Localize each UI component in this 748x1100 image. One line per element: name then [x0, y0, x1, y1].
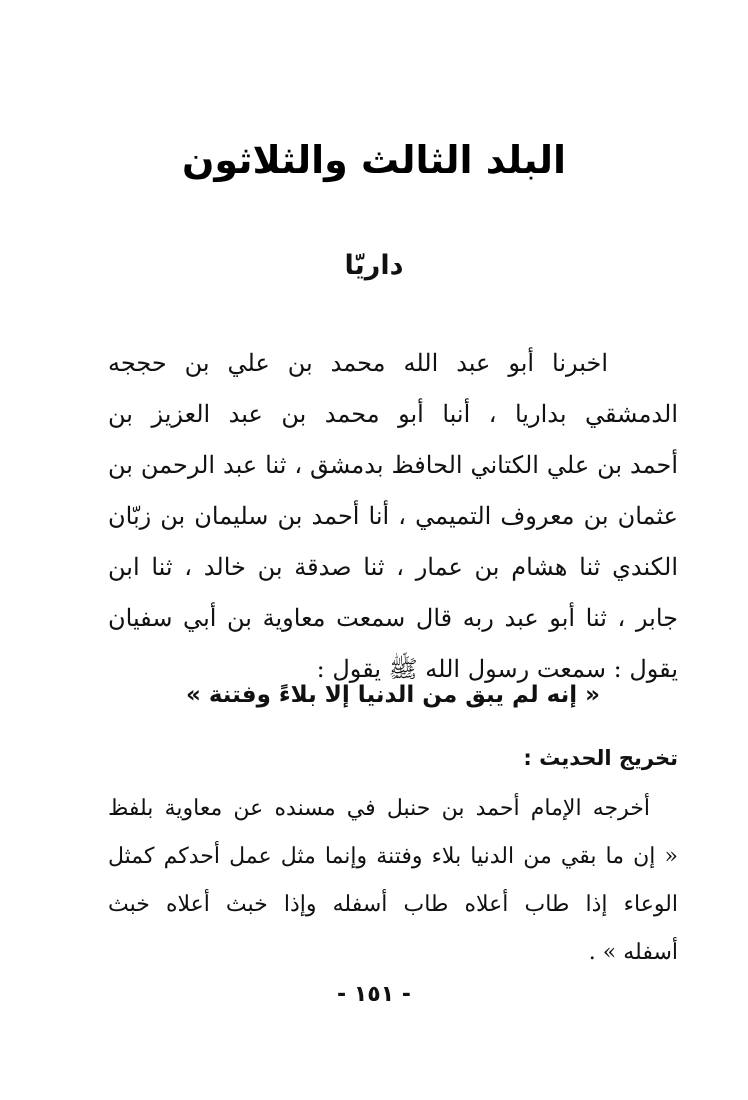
chapter-title: البلد الثالث والثلاثون	[181, 138, 567, 182]
takhrij-line: الوعاء إذا طاب أعلاه طاب أسفله وإذا خبث أعلاه خبث	[108, 892, 678, 917]
takhrij-paragraph	[108, 785, 678, 977]
takhrij-line: « إن ما بقي من الدنيا بلاء وفتنة وإنما مثل عمل أحدكم كمثل	[108, 844, 678, 869]
takhrij-heading: تخريج الحديث :	[523, 746, 678, 770]
narration-paragraph	[108, 338, 678, 695]
narration-line: الكندي ثنا هشام بن عمار ، ثنا صدقة بن خالد ، ثنا ابن	[108, 553, 678, 581]
hadith-quote: « إنه لم يبق من الدنيا إلا بلاءً وفتنة »	[185, 682, 601, 708]
narration-line: عثمان بن معروف التميمي ، أنا أحمد بن سليمان بن زبّان	[108, 502, 678, 530]
takhrij-line: أسفله » .	[588, 940, 678, 965]
narration-line: الدمشقي بداريا ، أنبا أبو محمد بن عبد العزيز بن	[108, 400, 678, 428]
place-name-heading: داريّا	[344, 250, 404, 281]
narration-line: اخبرنا أبو عبد الله محمد بن علي بن حججه	[108, 349, 608, 377]
narration-line: يقول : سمعت رسول الله ﷺ يقول :	[316, 655, 678, 683]
takhrij-line: أخرجه الإمام أحمد بن حنبل في مسنده عن معاوية بلفظ	[108, 796, 650, 821]
page-number: - ١٥١ -	[337, 982, 411, 1007]
narration-line: أحمد بن علي الكتاني الحافظ بدمشق ، ثنا عبد الرحمن بن	[108, 451, 678, 479]
narration-line: جابر ، ثنا أبو عبد ربه قال سمعت معاوية بن أبي سفيان	[108, 604, 678, 632]
